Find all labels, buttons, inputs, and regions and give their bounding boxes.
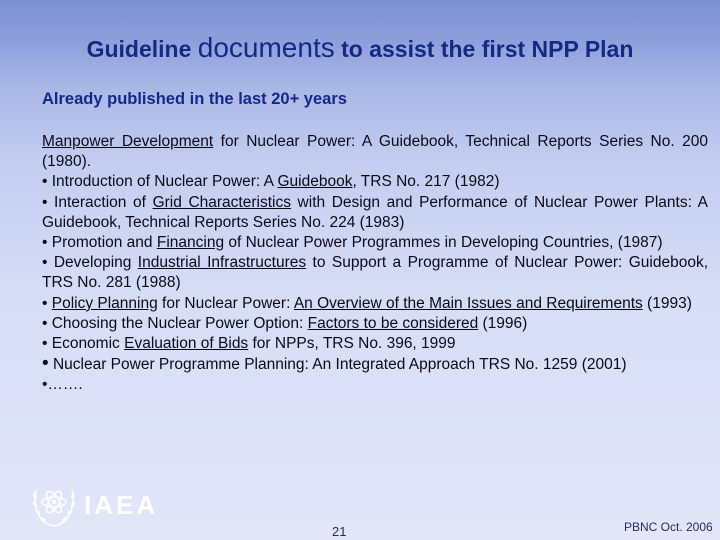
title-text-post: to assist the first NPP Plan <box>334 36 634 62</box>
list-item: • Economic Evaluation of Bids for NPPs, TRS No. 396, 1999 <box>42 335 456 353</box>
list-item: • Interaction of Grid Characteristics with Design and Performance of Nuclear Power Plants: A Guidebook, Technical Reports Series No. 224 (1983) <box>42 193 708 231</box>
topic-link[interactable]: Manpower Development <box>42 133 214 150</box>
list-item: •……. <box>42 376 83 394</box>
list-item: • Choosing the Nuclear Power Option: Factors to be considered (1996) <box>42 314 528 332</box>
topic-link[interactable]: Evaluation of Bids <box>124 335 249 353</box>
iaea-logo <box>28 480 168 530</box>
topic-link[interactable]: Financing <box>156 234 225 252</box>
list-item: Manpower Development for Nuclear Power: A Guidebook, Technical Reports Series No. 200 (1980). <box>42 133 708 171</box>
topic-link[interactable]: Factors to be considered <box>307 314 479 332</box>
logo-text: IAEA <box>84 490 159 520</box>
footer-event-label: PBNC Oct. 2006 <box>624 520 713 534</box>
topic-link[interactable]: Grid Characteristics <box>152 193 291 211</box>
document-list <box>42 132 708 396</box>
slide-title <box>0 0 720 88</box>
title-text-pre: Guideline <box>86 36 198 62</box>
list-item: • Promotion and Financing of Nuclear Power Programmes in Developing Countries, (1987) <box>42 234 663 252</box>
list-item: • Introduction of Nuclear Power: A Guidebook, TRS No. 217 (1982) <box>42 173 500 191</box>
topic-link[interactable]: Policy Planning <box>51 294 158 312</box>
list-item: • Policy Planning for Nuclear Power: An Overview of the Main Issues and Requirements (1993) <box>42 294 692 312</box>
title-text-big: documents <box>197 32 335 63</box>
bullet: • <box>42 353 49 375</box>
list-item: • Developing Industrial Infrastructures to Support a Programme of Nuclear Power: Guidebook, TRS No. 281 (1988) <box>42 254 708 292</box>
slide-subtitle: Already published in the last 20+ years <box>42 90 347 108</box>
title-line <box>0 30 720 67</box>
topic-link[interactable]: Industrial Infrastructures <box>137 254 307 272</box>
topic-link[interactable]: An Overview of the Main Issues and Requirements <box>293 294 643 312</box>
atom-laurel-icon <box>28 480 80 530</box>
list-item: • Nuclear Power Programme Planning: An Integrated Approach TRS No. 1259 (2001) <box>42 353 627 375</box>
page-number: 21 <box>332 524 347 539</box>
topic-link[interactable]: Guidebook <box>277 173 353 191</box>
